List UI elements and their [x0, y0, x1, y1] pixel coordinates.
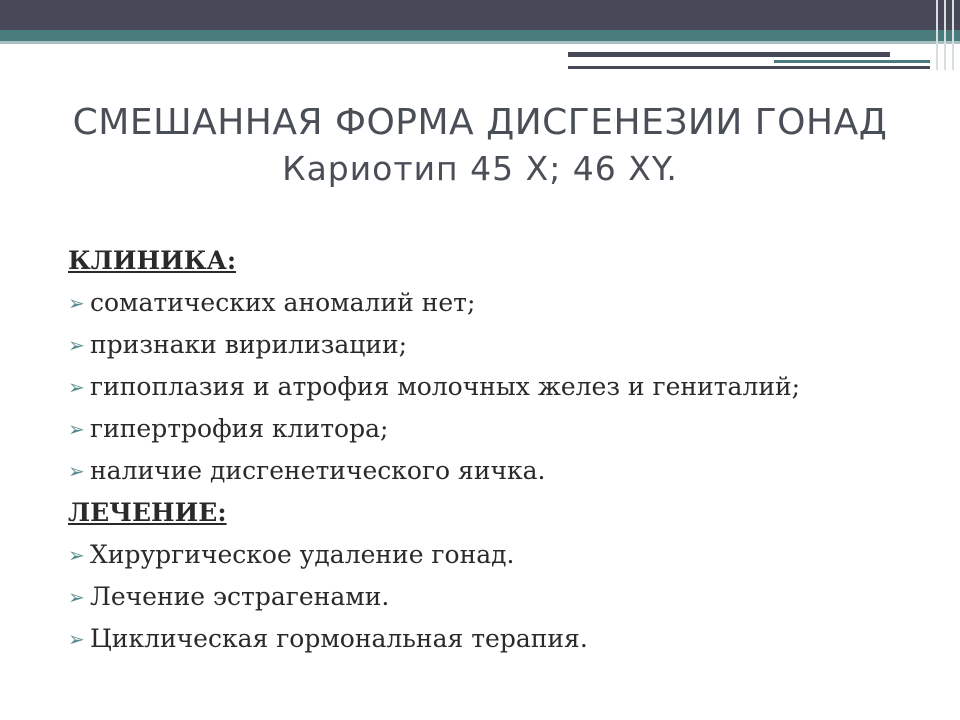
section-heading-treatment: ЛЕЧЕНИЕ:	[68, 498, 227, 527]
list-item	[68, 408, 928, 450]
corner-line	[944, 0, 946, 70]
slide-content	[68, 240, 928, 660]
list-item	[68, 576, 928, 618]
arrow-bullet-icon: ➢	[68, 333, 85, 357]
list-item-text: наличие дисгенетического яичка.	[90, 456, 546, 485]
list-item-text: Хирургическое удаление гонад.	[90, 540, 515, 569]
arrow-bullet-icon: ➢	[68, 627, 85, 651]
list-item-text: соматических аномалий нет;	[90, 288, 476, 317]
corner-line	[952, 0, 954, 70]
arrow-bullet-icon: ➢	[68, 585, 85, 609]
title-main: СМЕШАННАЯ ФОРМА ДИСГЕНЕЗИИ ГОНАД	[72, 102, 888, 143]
clinic-list	[68, 282, 928, 492]
list-item-text: признаки вирилизации;	[90, 330, 408, 359]
list-item	[68, 450, 928, 492]
arrow-bullet-icon: ➢	[68, 375, 85, 399]
top-dark-bar	[0, 0, 960, 30]
list-item-text: гипертрофия клитора;	[90, 414, 389, 443]
arrow-bullet-icon: ➢	[68, 543, 85, 567]
treatment-list	[68, 534, 928, 660]
list-item	[68, 534, 928, 576]
arrow-bullet-icon: ➢	[68, 417, 85, 441]
title-karyotype: Кариотип 45 X; 46 XY.	[282, 149, 678, 188]
decoration-teal-stripe	[774, 60, 930, 63]
arrow-bullet-icon: ➢	[68, 459, 85, 483]
corner-line	[936, 0, 938, 70]
list-item	[68, 324, 928, 366]
list-item	[68, 366, 928, 408]
decoration-dark-stripe	[568, 52, 890, 57]
section-heading-clinic: КЛИНИКА:	[68, 246, 237, 275]
list-item	[68, 618, 928, 660]
list-item-text: Лечение эстрагенами.	[90, 582, 390, 611]
arrow-bullet-icon: ➢	[68, 291, 85, 315]
list-item	[68, 282, 928, 324]
corner-decoration	[930, 0, 960, 70]
top-teal-bar	[0, 30, 960, 41]
list-item-text: Циклическая гормональная терапия.	[90, 624, 588, 653]
slide-title	[40, 100, 920, 192]
top-right-decoration	[568, 44, 930, 69]
list-item-text: гипоплазия и атрофия молочных желез и гениталий;	[90, 372, 801, 401]
